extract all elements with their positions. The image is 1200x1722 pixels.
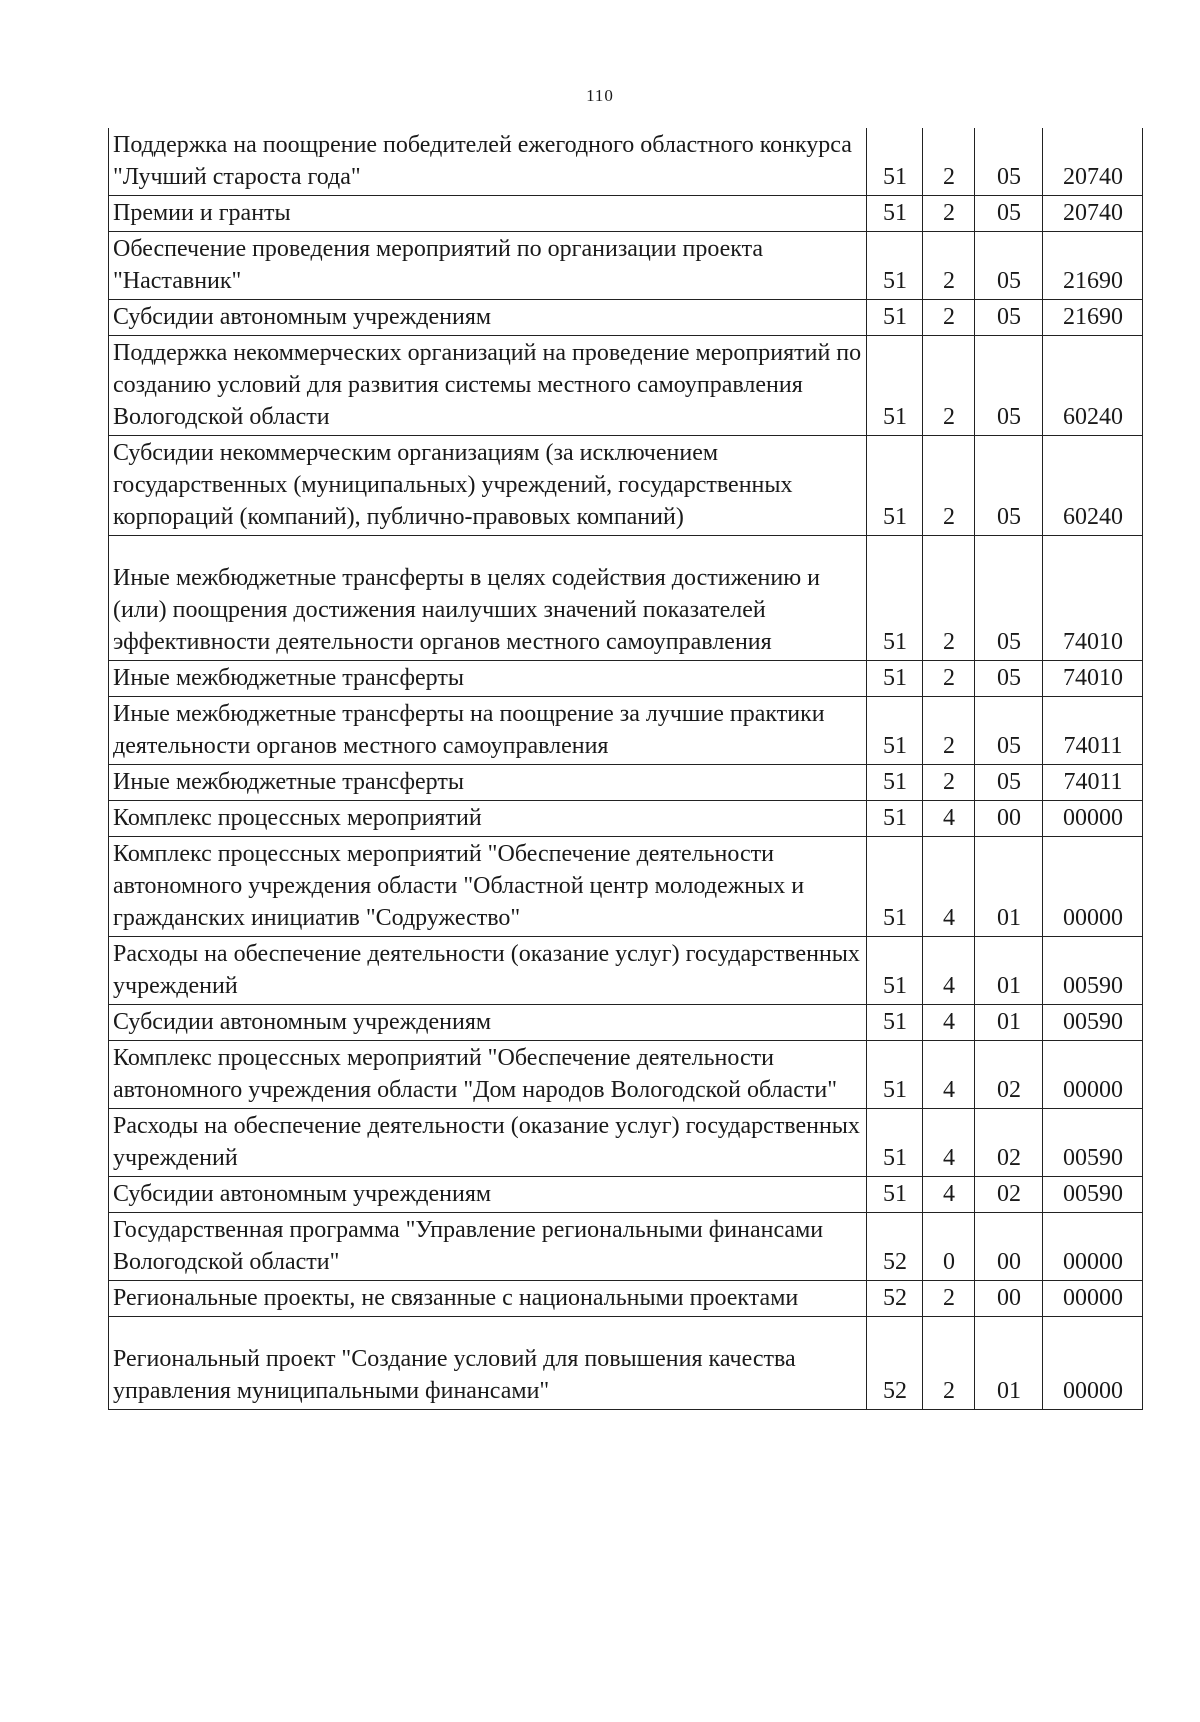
code-direction-cell: 60240: [1043, 436, 1143, 536]
row-name-cell: Комплекс процессных мероприятий "Обеспечение деятельности автономного учреждения области "Областной центр молодежных и гражданских инициатив "Содружество": [109, 837, 867, 937]
code-subprogram-cell: 2: [923, 536, 975, 661]
table-row: [109, 300, 1143, 336]
code-direction-cell: 74010: [1043, 536, 1143, 661]
code-program-cell: 52: [867, 1317, 923, 1410]
row-name-cell: Иные межбюджетные трансферты в целях содействия достижению и (или) поощрения достижения наилучших значений показателей эффективности деятельности органов местного самоуправления: [109, 536, 867, 661]
code-structure-cell: 01: [975, 1317, 1043, 1410]
code-program-cell: 51: [867, 1109, 923, 1177]
code-program-cell: 51: [867, 937, 923, 1005]
code-direction-cell: 00590: [1043, 937, 1143, 1005]
code-program-cell: 51: [867, 232, 923, 300]
table-row: [109, 1281, 1143, 1317]
code-direction-cell: 00000: [1043, 1281, 1143, 1317]
code-structure-cell: 05: [975, 765, 1043, 801]
code-program-cell: 51: [867, 128, 923, 196]
code-program-cell: 51: [867, 436, 923, 536]
table-row: [109, 1317, 1143, 1410]
code-structure-cell: 02: [975, 1109, 1043, 1177]
table-row: [109, 336, 1143, 436]
row-name-cell: Региональный проект "Создание условий для повышения качества управления муниципальными финансами": [109, 1317, 867, 1410]
table-row: [109, 128, 1143, 196]
code-subprogram-cell: 2: [923, 765, 975, 801]
code-direction-cell: 60240: [1043, 336, 1143, 436]
code-subprogram-cell: 4: [923, 1041, 975, 1109]
row-name-cell: Комплекс процессных мероприятий: [109, 801, 867, 837]
code-structure-cell: 05: [975, 436, 1043, 536]
budget-table: [108, 128, 1143, 1410]
table-row: [109, 1177, 1143, 1213]
code-structure-cell: 02: [975, 1177, 1043, 1213]
code-structure-cell: 05: [975, 697, 1043, 765]
code-direction-cell: 00000: [1043, 837, 1143, 937]
code-direction-cell: 00590: [1043, 1109, 1143, 1177]
code-subprogram-cell: 2: [923, 661, 975, 697]
code-program-cell: 51: [867, 300, 923, 336]
code-program-cell: 51: [867, 336, 923, 436]
code-subprogram-cell: 4: [923, 1109, 975, 1177]
code-structure-cell: 01: [975, 837, 1043, 937]
row-name-cell: Субсидии автономным учреждениям: [109, 1177, 867, 1213]
table-row: [109, 697, 1143, 765]
row-name-cell: Премии и гранты: [109, 196, 867, 232]
code-direction-cell: 21690: [1043, 232, 1143, 300]
table-row: [109, 436, 1143, 536]
code-direction-cell: 74011: [1043, 697, 1143, 765]
code-direction-cell: 00000: [1043, 1213, 1143, 1281]
code-direction-cell: 74011: [1043, 765, 1143, 801]
code-direction-cell: 00000: [1043, 801, 1143, 837]
code-program-cell: 51: [867, 765, 923, 801]
code-direction-cell: 00000: [1043, 1041, 1143, 1109]
code-structure-cell: 05: [975, 661, 1043, 697]
code-program-cell: 51: [867, 1005, 923, 1041]
code-program-cell: 51: [867, 697, 923, 765]
code-program-cell: 51: [867, 196, 923, 232]
code-program-cell: 51: [867, 1177, 923, 1213]
table-row: [109, 232, 1143, 300]
code-structure-cell: 01: [975, 1005, 1043, 1041]
code-subprogram-cell: 2: [923, 436, 975, 536]
code-program-cell: 51: [867, 837, 923, 937]
code-direction-cell: 20740: [1043, 128, 1143, 196]
row-name-cell: Поддержка некоммерческих организаций на проведение мероприятий по созданию условий для развития системы местного самоуправления Вологодской области: [109, 336, 867, 436]
code-subprogram-cell: 0: [923, 1213, 975, 1281]
code-structure-cell: 05: [975, 300, 1043, 336]
code-structure-cell: 00: [975, 1281, 1043, 1317]
code-subprogram-cell: 4: [923, 801, 975, 837]
code-subprogram-cell: 4: [923, 937, 975, 1005]
table-row: [109, 196, 1143, 232]
code-direction-cell: 00590: [1043, 1177, 1143, 1213]
code-subprogram-cell: 2: [923, 128, 975, 196]
code-subprogram-cell: 4: [923, 1005, 975, 1041]
code-subprogram-cell: 2: [923, 697, 975, 765]
code-program-cell: 52: [867, 1281, 923, 1317]
table-row: [109, 1109, 1143, 1177]
code-subprogram-cell: 2: [923, 336, 975, 436]
code-direction-cell: 00000: [1043, 1317, 1143, 1410]
row-name-cell: Субсидии автономным учреждениям: [109, 300, 867, 336]
code-structure-cell: 05: [975, 336, 1043, 436]
code-subprogram-cell: 2: [923, 196, 975, 232]
code-structure-cell: 00: [975, 1213, 1043, 1281]
code-program-cell: 51: [867, 536, 923, 661]
code-direction-cell: 21690: [1043, 300, 1143, 336]
table-row: [109, 937, 1143, 1005]
row-name-cell: Государственная программа "Управление региональными финансами Вологодской области": [109, 1213, 867, 1281]
row-name-cell: Региональные проекты, не связанные с национальными проектами: [109, 1281, 867, 1317]
code-subprogram-cell: 2: [923, 1317, 975, 1410]
row-name-cell: Поддержка на поощрение победителей ежегодного областного конкурса "Лучший староста года": [109, 128, 867, 196]
code-structure-cell: 05: [975, 196, 1043, 232]
code-program-cell: 52: [867, 1213, 923, 1281]
code-structure-cell: 02: [975, 1041, 1043, 1109]
row-name-cell: Расходы на обеспечение деятельности (оказание услуг) государственных учреждений: [109, 937, 867, 1005]
code-subprogram-cell: 2: [923, 232, 975, 300]
row-name-cell: Иные межбюджетные трансферты: [109, 765, 867, 801]
code-program-cell: 51: [867, 801, 923, 837]
row-name-cell: Комплекс процессных мероприятий "Обеспечение деятельности автономного учреждения области "Дом народов Вологодской области": [109, 1041, 867, 1109]
table-row: [109, 801, 1143, 837]
code-subprogram-cell: 2: [923, 300, 975, 336]
code-program-cell: 51: [867, 1041, 923, 1109]
table-row: [109, 1213, 1143, 1281]
code-structure-cell: 00: [975, 801, 1043, 837]
code-subprogram-cell: 4: [923, 837, 975, 937]
table-row: [109, 765, 1143, 801]
table-row: [109, 1041, 1143, 1109]
row-name-cell: Субсидии автономным учреждениям: [109, 1005, 867, 1041]
code-structure-cell: 01: [975, 937, 1043, 1005]
row-name-cell: Иные межбюджетные трансферты: [109, 661, 867, 697]
code-subprogram-cell: 4: [923, 1177, 975, 1213]
code-subprogram-cell: 2: [923, 1281, 975, 1317]
code-direction-cell: 00590: [1043, 1005, 1143, 1041]
row-name-cell: Иные межбюджетные трансферты на поощрение за лучшие практики деятельности органов местного самоуправления: [109, 697, 867, 765]
table-row: [109, 1005, 1143, 1041]
code-program-cell: 51: [867, 661, 923, 697]
code-structure-cell: 05: [975, 232, 1043, 300]
table-row: [109, 837, 1143, 937]
code-direction-cell: 74010: [1043, 661, 1143, 697]
code-direction-cell: 20740: [1043, 196, 1143, 232]
budget-table-body: [109, 128, 1143, 1410]
row-name-cell: Субсидии некоммерческим организациям (за исключением государственных (муниципальных) учреждений, государственных корпораций (компаний), публично-правовых компаний): [109, 436, 867, 536]
page-number: 110: [586, 86, 614, 105]
table-row: [109, 661, 1143, 697]
code-structure-cell: 05: [975, 128, 1043, 196]
row-name-cell: Обеспечение проведения мероприятий по организации проекта "Наставник": [109, 232, 867, 300]
code-structure-cell: 05: [975, 536, 1043, 661]
row-name-cell: Расходы на обеспечение деятельности (оказание услуг) государственных учреждений: [109, 1109, 867, 1177]
table-row: [109, 536, 1143, 661]
